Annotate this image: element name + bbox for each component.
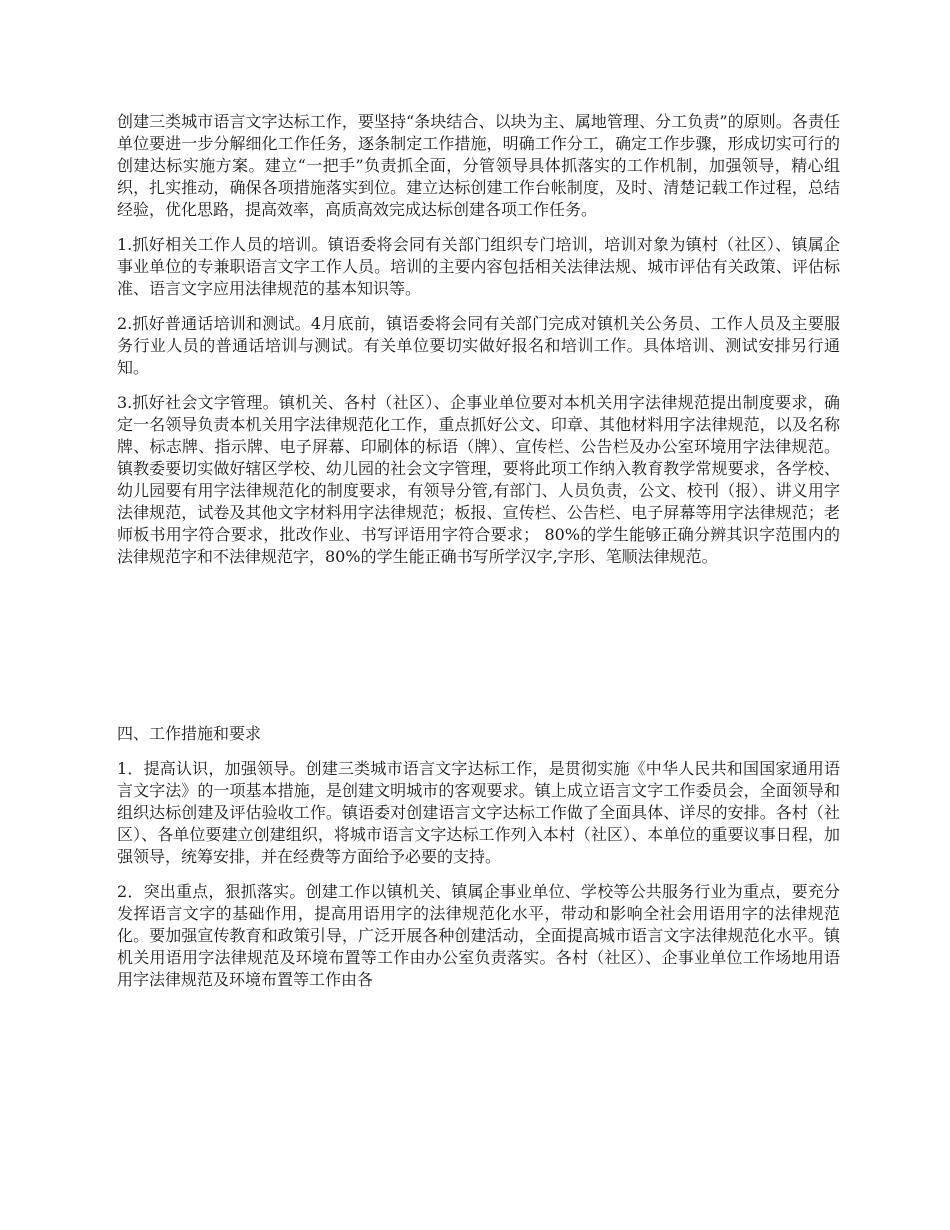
mandarin-training-paragraph: 2.抓好普通话培训和测试。4月底前，镇语委将会同有关部门完成对镇机关公务员、工作人员及主要服务行业人员的普通话培训与测试。有关单位要切实做好报名和培训工作。具体培训、测试安排另行通知。: [117, 314, 840, 377]
intro-paragraph: 创建三类城市语言文字达标工作，要坚持“条块结合、以块为主、属地管理、分工负责”的原则。各责任单位要进一步分解细化工作任务，逐条制定工作措施，明确工作分工，确定工作步骤，形成切实可行的创建达标实施方案。建立“一把手”负责抓全面，分管领导具体抓落实的工作机制，加强领导，精心组织，扎实推动，确保各项措施落实到位。建立达标创建工作台帐制度，及时、清楚记载工作过程，总结经验，优化思路，提高效率，高质高效完成达标创建各项工作任务。: [117, 112, 840, 219]
leadership-paragraph: 1．提高认识，加强领导。创建三类城市语言文字达标工作，是贯彻实施《中华人民共和国国家通用语言文字法》的一项基本措施，是创建文明城市的客观要求。镇上成立语言文字工作委员会，全面领导和组织达标创建及评估验收工作。镇语委对创建语言文字达标工作做了全面具体、详尽的安排。各村（社区）、各单位要建立创建组织，将城市语言文字达标工作列入本村（社区）、本单位的重要议事日程，加强领导，统筹安排，并在经费等方面给予必要的支持。: [117, 759, 840, 866]
section-heading: 四、工作措施和要求: [117, 724, 262, 743]
document-body: [117, 111, 840, 1004]
section-spacer: [117, 581, 840, 723]
social-text-management-paragraph: 3.抓好社会文字管理。镇机关、各村（社区）、企事业单位要对本机关用字法律规范提出制度要求，确定一名领导负责本机关用字法律规范化工作，重点抓好公文、印章、其他材料用字法律规范，以及名称牌、标志牌、指示牌、电子屏幕、印刷体的标语（牌）、宣传栏、公告栏及办公室环境用字法律规范。镇教委要切实做好辖区学校、幼儿园的社会文字管理，要将此项工作纳入教育教学常规要求，各学校、幼儿园要有用字法律规范化的制度要求，有领导分管,有部门、人员负责，公文、校刊（报）、讲义用字法律规范，试卷及其他文字材料用字法律规范；板报、宣传栏、公告栏、电子屏幕等用字法律规范；老师板书用字符合要求，批改作业、书写评语用字符合要求； 80%的学生能够正确分辨其识字范围内的法律规范字和不法律规范字，80%的学生能正确书写所学汉字,字形、笔顺法律规范。: [117, 393, 840, 566]
training-staff-paragraph: 1.抓好相关工作人员的培训。镇语委将会同有关部门组织专门培训，培训对象为镇村（社区）、镇属企事业单位的专兼职语言文字工作人员。培训的主要内容包括相关法律法规、城市评估有关政策、评估标准、语言文字应用法律规范的基本知识等。: [117, 235, 840, 298]
key-points-paragraph: 2．突出重点，狠抓落实。创建工作以镇机关、镇属企事业单位、学校等公共服务行业为重点，要充分发挥语言文字的基础作用，提高用语用字的法律规范化水平，带动和影响全社会用语用字的法律规范化。要加强宣传教育和政策引导，广泛开展各种创建活动，全面提高城市语言文字法律规范化水平。镇机关用语用字法律规范及环境布置等工作由办公室负责落实。各村（社区）、企事业单位工作场地用语用字法律规范及环境布置等工作由各: [117, 882, 840, 989]
